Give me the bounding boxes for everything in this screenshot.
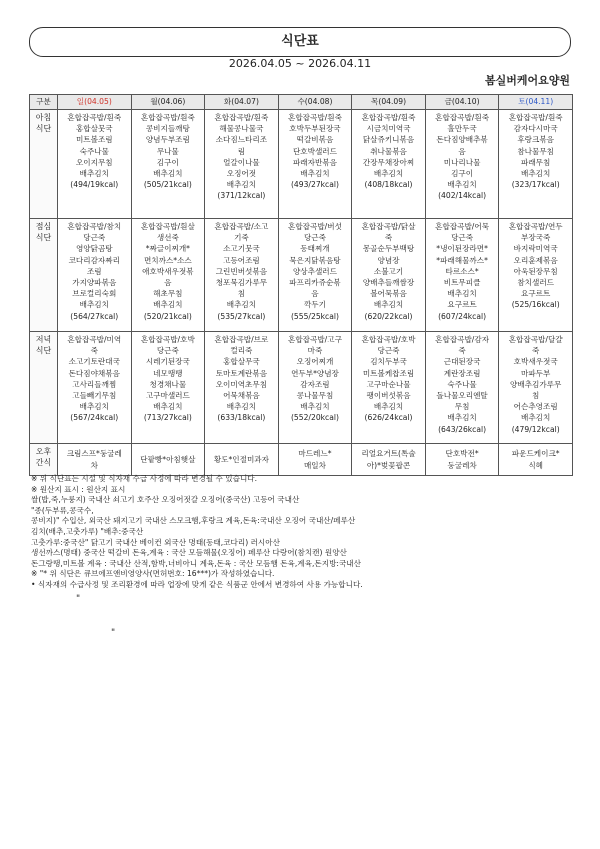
menu-item: 고등어조림 bbox=[223, 255, 260, 265]
menu-item: 깍두기 bbox=[303, 300, 326, 310]
menu-item: 배추김치 bbox=[373, 169, 404, 179]
menu-item: 김구이 bbox=[156, 157, 179, 167]
menu-item: 혼합잡곡밥/흰죽 bbox=[214, 113, 269, 122]
menu-cell bbox=[131, 332, 205, 444]
menu-item: 배추김치 bbox=[300, 169, 330, 179]
menu-item: 오리훈제볶음 bbox=[513, 255, 558, 265]
menu-item: 팽이버섯볶음 bbox=[366, 391, 411, 401]
menu-item: 간장무채장아찌 bbox=[362, 157, 415, 167]
meal-row-label bbox=[30, 219, 58, 332]
menu-item: (626/24kcal) bbox=[364, 413, 413, 423]
menu-item: 콩나물무침 bbox=[296, 391, 334, 401]
day-header-sat: 토(04.11) bbox=[499, 95, 573, 110]
menu-item: 마죽 bbox=[307, 346, 323, 356]
menu-item: *냉이된장라면* bbox=[436, 244, 488, 254]
menu-item: 마파두부 bbox=[521, 368, 551, 378]
menu-cell bbox=[278, 444, 352, 476]
row-label-line: 식단 bbox=[35, 124, 52, 134]
menu-cell bbox=[131, 444, 205, 476]
menu-item: (408/18kcal) bbox=[364, 180, 413, 190]
menu-item: 배추김치 bbox=[521, 413, 551, 423]
menu-item: 혼합잡곡밥/흰죽 bbox=[435, 113, 490, 122]
menu-cell bbox=[499, 332, 573, 444]
menu-item: 파운드케이크* bbox=[511, 449, 560, 459]
menu-item: 근대된장국 bbox=[443, 357, 481, 367]
menu-item: 아욱된장무침 bbox=[513, 266, 558, 276]
menu-item: 단호박샐러드 bbox=[292, 146, 337, 156]
menu-item: 혼합잡곡밥/고구 bbox=[288, 335, 342, 344]
menu-item: 고구마순나물 bbox=[366, 379, 411, 389]
menu-item: 차 bbox=[90, 460, 98, 470]
menu-item: 돌나물오리엔탈 bbox=[436, 391, 488, 401]
menu-item: 혼합잡곡밥/호박 bbox=[361, 335, 416, 344]
note-line: ※ "* 위 식단은 큐브에프앤비영양사(면허번호: 16***)가 작성하였습니다. bbox=[31, 569, 275, 579]
meal-row-label bbox=[30, 110, 58, 219]
menu-item: 미트볼케찹조림 bbox=[362, 368, 415, 378]
menu-cell bbox=[131, 110, 205, 219]
stray-mark: " bbox=[76, 594, 81, 604]
menu-item: 청포묵김가루무 bbox=[215, 278, 268, 288]
menu-cell bbox=[278, 110, 352, 219]
menu-item: 고사리들깨찜 bbox=[72, 379, 117, 389]
meal-row-label bbox=[30, 444, 58, 476]
menu-item: 매일차 bbox=[303, 460, 326, 470]
menu-item: 애호박새우젓볶 bbox=[142, 266, 194, 276]
menu-item: 둥굴레차 bbox=[447, 460, 477, 470]
menu-item: 배추김치 bbox=[373, 402, 404, 412]
menu-item: 배추김치 bbox=[226, 402, 257, 412]
menu-item: (525/16kcal) bbox=[511, 300, 560, 310]
meal-table bbox=[29, 94, 573, 476]
menu-item: 마드레느* bbox=[298, 449, 332, 459]
menu-item: 혼합잡곡밥/닭살 bbox=[361, 222, 416, 231]
menu-item: 비트무피클 bbox=[443, 278, 481, 288]
menu-item: 계란장조림 bbox=[443, 368, 481, 378]
day-header-sun: 일(04.05) bbox=[58, 95, 132, 110]
menu-item: 죽 bbox=[90, 346, 98, 356]
menu-item: 배추김치 bbox=[226, 180, 257, 190]
date-range: 2026.04.05 ~ 2026.04.11 bbox=[228, 57, 372, 70]
note-line: 고춧가루:중국산" 닭고기 국내산 베이컨 외국산 명태(동태,코다리) 러시아산 bbox=[31, 537, 280, 547]
menu-cell bbox=[278, 332, 352, 444]
row-label-line: 식단 bbox=[35, 233, 52, 243]
menu-cell bbox=[58, 332, 132, 444]
table-row bbox=[30, 332, 573, 444]
menu-item: 음 bbox=[164, 278, 172, 288]
menu-item: 죽 bbox=[384, 233, 393, 243]
stray-mark: " bbox=[111, 628, 116, 638]
menu-item: (520/21kcal) bbox=[143, 311, 192, 321]
menu-item: *파래해물까스* bbox=[436, 255, 488, 265]
menu-item: 배추김치 bbox=[373, 300, 404, 310]
menu-item: 배추김치 bbox=[79, 402, 109, 412]
menu-item: 볼어묵볶음 bbox=[370, 289, 407, 299]
menu-item: (713/27kcal) bbox=[143, 413, 192, 423]
menu-item: 오이지무침 bbox=[75, 157, 113, 167]
menu-item: 리얼요거트(톡술 bbox=[361, 449, 416, 459]
menu-item: 무침 bbox=[454, 402, 470, 412]
corner-header: 구분 bbox=[30, 95, 58, 110]
day-header-wed: 수(04.08) bbox=[278, 95, 352, 110]
menu-item: 파프리카쥬순볶 bbox=[289, 278, 341, 288]
menu-item: 돈다짐야채볶음 bbox=[68, 368, 120, 378]
menu-cell bbox=[499, 219, 573, 332]
menu-item: 미트볼조림 bbox=[75, 135, 113, 145]
menu-item: 죽 bbox=[458, 346, 466, 356]
menu-item: 당근죽 bbox=[156, 346, 179, 356]
menu-cell bbox=[58, 110, 132, 219]
menu-item: (493/27kcal) bbox=[290, 180, 339, 190]
menu-item: 그린빈버섯볶음 bbox=[215, 266, 268, 276]
menu-item: 혼합잡곡밥/흰죽 bbox=[67, 113, 122, 122]
menu-item: (620/22kcal) bbox=[364, 311, 413, 321]
menu-item: 홀만두국 bbox=[447, 124, 477, 134]
menu-cell bbox=[131, 219, 205, 332]
menu-item: 김구이 bbox=[451, 169, 474, 179]
menu-item: 청경채나물 bbox=[149, 379, 187, 389]
menu-item: 당근죽 bbox=[377, 346, 400, 356]
menu-item: 혼합잡곡밥/흰죽 bbox=[288, 113, 342, 122]
menu-item: 브로컬리숙회 bbox=[72, 289, 117, 299]
menu-item: 떡갈비볶음 bbox=[296, 135, 334, 145]
menu-item: (371/12kcal) bbox=[217, 191, 266, 201]
menu-item: 혼합잡곡밥/소고 bbox=[214, 222, 269, 231]
row-label-line: 아침 bbox=[35, 113, 52, 122]
day-header-fri: 금(04.10) bbox=[425, 95, 499, 110]
menu-item: 시레기된장국 bbox=[145, 357, 190, 367]
menu-cell bbox=[205, 332, 279, 444]
menu-item: 해초무침 bbox=[153, 289, 183, 299]
menu-item: 숙주나물 bbox=[79, 146, 109, 156]
menu-item: 배추김치 bbox=[447, 289, 477, 299]
menu-item: 고들빼기무침 bbox=[72, 391, 117, 401]
menu-item: 양배추김가루무 bbox=[510, 379, 562, 389]
menu-item: 배추김치 bbox=[226, 300, 257, 310]
note-line: • 식자재의 수급사정 및 조리환경에 따라 업장에 맞게 같은 식품군 안에서 변경하여 사용 가능합니다. bbox=[31, 579, 363, 589]
menu-cell bbox=[425, 444, 499, 476]
menu-item: (552/20kcal) bbox=[290, 413, 339, 423]
menu-item: 연두부*양념장 bbox=[291, 368, 339, 378]
menu-item: 부장국죽 bbox=[521, 233, 551, 243]
menu-item: 콩비지들깨탕 bbox=[145, 124, 190, 134]
menu-item: 생선죽 bbox=[156, 233, 179, 243]
menu-item: 몽골순두부백탕 bbox=[362, 244, 415, 254]
menu-item: 호박두부된장국 bbox=[289, 124, 341, 134]
menu-item: 배추김치 bbox=[521, 169, 551, 179]
menu-item: (607/24kcal) bbox=[438, 311, 487, 321]
menu-item: (633/18kcal) bbox=[217, 413, 266, 423]
menu-item: 혼합잡곡밥/연두 bbox=[508, 222, 563, 231]
menu-item: 얼갈이나물 bbox=[223, 157, 260, 167]
menu-item: 네모땡땡 bbox=[153, 368, 183, 378]
table-row bbox=[30, 219, 573, 332]
notes-section bbox=[31, 474, 571, 591]
menu-item: 배추김치 bbox=[79, 300, 109, 310]
menu-cell bbox=[499, 110, 573, 219]
menu-item: 파래자반볶음 bbox=[292, 157, 337, 167]
menu-item: 단팥빵*아침햇살 bbox=[140, 454, 196, 464]
menu-item: 배추김치 bbox=[153, 300, 183, 310]
menu-item: 양배추들깨쌈장 bbox=[362, 278, 415, 288]
table-header-row bbox=[30, 95, 573, 110]
menu-item: 배추김치 bbox=[447, 413, 477, 423]
menu-item: 당근죽 bbox=[451, 233, 474, 243]
menu-cell bbox=[278, 219, 352, 332]
menu-item: 해물콩나물국 bbox=[219, 124, 264, 134]
menu-item: 오징어찌개 bbox=[296, 357, 334, 367]
menu-item: 돈다짐양배추볶 bbox=[436, 135, 488, 145]
menu-cell bbox=[425, 219, 499, 332]
menu-cell bbox=[58, 444, 132, 476]
menu-item: 참나물무침 bbox=[517, 146, 555, 156]
menu-item: 어슨추영조림 bbox=[513, 402, 558, 412]
menu-cell bbox=[58, 219, 132, 332]
table-row bbox=[30, 110, 573, 219]
day-header-tue: 화(04.07) bbox=[205, 95, 279, 110]
menu-item: 소불고기 bbox=[373, 266, 404, 276]
menu-item: 음 bbox=[311, 289, 319, 299]
menu-item: 소고기토란대국 bbox=[68, 357, 120, 367]
menu-item: 음 bbox=[458, 146, 466, 156]
menu-item: 혼합잡곡밥/버섯 bbox=[288, 222, 342, 231]
menu-item: 기죽 bbox=[234, 233, 249, 243]
menu-cell bbox=[352, 444, 426, 476]
note-line: 콩비지)" 수입산, 외국산 돼지고기 국내산 스모크햄,후랑크 계육,돈육:국내산 오징어 국내산/페루산 bbox=[31, 516, 356, 526]
menu-cell bbox=[499, 444, 573, 476]
menu-item: 무나물 bbox=[156, 146, 179, 156]
menu-item: 침 bbox=[532, 391, 540, 401]
menu-cell bbox=[205, 110, 279, 219]
menu-item: 어묵채볶음 bbox=[223, 391, 260, 401]
row-label-line: 점심 bbox=[35, 222, 52, 231]
menu-item: 크림스프*둥굴레 bbox=[66, 449, 122, 459]
menu-item: 토마토계란볶음 bbox=[215, 368, 268, 378]
row-label-line: 간식 bbox=[35, 458, 52, 468]
menu-item: 코다리감자짜리 bbox=[68, 255, 120, 265]
note-line: 돈그랑땡,미트볼 계육 : 국내산 산적,함박,너비아니 계육,돈육 : 국산 모듬햄 돈육,계육,돈지방:국내산 bbox=[31, 558, 361, 568]
menu-item: 닭살쥬키니볶음 bbox=[362, 135, 415, 145]
facility-name: 봄실버케어요양원 bbox=[484, 74, 570, 87]
menu-item: 아)*벚꽃팝콘 bbox=[366, 460, 411, 470]
menu-item: 단호박전* bbox=[445, 449, 479, 459]
menu-item: 참치샐러드 bbox=[517, 278, 555, 288]
note-line: 생선까스(명태) 중국산 떡갈비 돈육,계육 : 국산 모듬해물(오징어) 페루산 다랑어(참치캔) 원양산 bbox=[31, 548, 347, 558]
menu-item: 양념두부조림 bbox=[145, 135, 190, 145]
menu-item: 소고기뭇국 bbox=[223, 244, 260, 254]
menu-item: 요구르트 bbox=[447, 300, 477, 310]
menu-item: 당근죽 bbox=[303, 233, 326, 243]
menu-item: 오징어젓 bbox=[226, 169, 257, 179]
menu-item: 영양닭곰탕 bbox=[75, 244, 113, 254]
menu-item: 혼합잡곡밥/달걀 bbox=[508, 335, 563, 344]
menu-item: (567/24kcal) bbox=[70, 413, 119, 423]
row-label-line: 식단 bbox=[35, 346, 52, 356]
menu-item: 혼합잡곡밥/브로 bbox=[214, 335, 269, 344]
menu-item: 혼합잡곡밥/호박 bbox=[140, 335, 195, 344]
menu-cell bbox=[352, 219, 426, 332]
menu-item: 혼합잡곡밥/감자 bbox=[435, 335, 490, 344]
menu-item: 호박새우젓국 bbox=[513, 357, 558, 367]
menu-item: (402/14kcal) bbox=[438, 191, 487, 201]
menu-item: 조림 bbox=[86, 266, 102, 276]
menu-item: 황도*인절미과자 bbox=[213, 454, 269, 464]
menu-item: 동태찌개 bbox=[300, 244, 330, 254]
menu-item: 림 bbox=[237, 146, 246, 156]
menu-item: 양상추샐러드 bbox=[292, 266, 337, 276]
note-line: ※ 원산지 표시 : 원산지 표시 bbox=[31, 484, 126, 494]
menu-item: *짜글이찌개* bbox=[145, 244, 190, 254]
menu-item: 소다짐느타리조 bbox=[215, 135, 268, 145]
menu-item: 가지양파볶음 bbox=[72, 278, 117, 288]
menu-item: 시금치미역국 bbox=[366, 124, 411, 134]
menu-item: 혼합잡곡밥/흰죽 bbox=[140, 113, 195, 122]
menu-item: 죽 bbox=[532, 346, 540, 356]
table-row bbox=[30, 444, 573, 476]
menu-item: 요구르트 bbox=[521, 289, 551, 299]
menu-item: 혼합잡곡밥/미역 bbox=[67, 335, 122, 344]
menu-item: 홍합살무국 bbox=[223, 357, 260, 367]
meal-row-label bbox=[30, 332, 58, 444]
menu-item: 혼합잡곡밥/참치 bbox=[67, 222, 122, 231]
menu-item: 컬리죽 bbox=[230, 346, 253, 356]
menu-item: 감자조림 bbox=[300, 379, 330, 389]
menu-item: 배추김치 bbox=[153, 402, 183, 412]
menu-item: 홍합살뭇국 bbox=[75, 124, 113, 134]
menu-item: 감자다시마국 bbox=[513, 124, 558, 134]
menu-item: (505/21kcal) bbox=[143, 180, 192, 190]
menu-cell bbox=[352, 332, 426, 444]
menu-cell bbox=[205, 219, 279, 332]
menu-item: 배추김치 bbox=[447, 180, 477, 190]
menu-cell bbox=[205, 444, 279, 476]
menu-item: 배추김치 bbox=[300, 402, 330, 412]
day-header-thu: 목(04.09) bbox=[352, 95, 426, 110]
row-label-line: 오후 bbox=[35, 447, 52, 456]
note-line: 쌀(밥,죽,누룽지) 국내산 쇠고기 호주산 오징어젓갈 오징어(중국산) 고등어 국내산 bbox=[31, 495, 300, 505]
menu-item: (564/27kcal) bbox=[70, 311, 119, 321]
menu-item: 침 bbox=[237, 289, 246, 299]
menu-item: 미나리나물 bbox=[443, 157, 481, 167]
menu-item: 후랑크볶음 bbox=[517, 135, 555, 145]
page-title: 식단표 bbox=[29, 27, 571, 57]
menu-item: 숙주나물 bbox=[447, 379, 477, 389]
menu-item: 당근죽 bbox=[83, 233, 106, 243]
menu-item: 혼합잡곡밥/흰죽 bbox=[508, 113, 563, 122]
row-label-line: 저녁 bbox=[35, 335, 52, 344]
menu-item: (643/26kcal) bbox=[438, 424, 487, 434]
menu-item: 타르소스* bbox=[445, 266, 479, 276]
menu-item: (555/25kcal) bbox=[290, 311, 339, 321]
menu-item: 혼합잡곡밥/어묵 bbox=[435, 222, 490, 231]
menu-cell bbox=[425, 110, 499, 219]
menu-item: 면치까스*소스 bbox=[143, 255, 192, 265]
menu-item: (535/27kcal) bbox=[217, 311, 266, 321]
menu-item: (323/17kcal) bbox=[511, 180, 560, 190]
menu-item: 묵은지닭볶음탕 bbox=[289, 255, 341, 265]
note-line: ※ 위 식단표는 시설 및 식자재 수급 사정에 따라 변경될 수 있습니다. bbox=[31, 474, 258, 483]
menu-item: 배추김치 bbox=[153, 169, 183, 179]
menu-item: 파래무침 bbox=[521, 157, 551, 167]
menu-item: 양념장 bbox=[377, 255, 400, 265]
menu-item: 고구마샐러드 bbox=[145, 391, 190, 401]
note-line: "종(두부류,콩국수, bbox=[31, 505, 94, 515]
menu-item: 식혜 bbox=[528, 460, 544, 470]
menu-item: (479/12kcal) bbox=[511, 424, 560, 434]
menu-cell bbox=[425, 332, 499, 444]
menu-item: 김치두부국 bbox=[370, 357, 407, 367]
menu-item: 배추김치 bbox=[79, 169, 109, 179]
menu-item: 혼합잡곡밥/흰살 bbox=[140, 222, 195, 231]
menu-item: 취나물볶음 bbox=[370, 146, 407, 156]
menu-item: 오이미역초무침 bbox=[215, 379, 268, 389]
menu-item: 바지락미역국 bbox=[513, 244, 558, 254]
menu-item: 혼합잡곡밥/흰죽 bbox=[361, 113, 416, 122]
menu-item: (494/19kcal) bbox=[70, 180, 119, 190]
day-header-mon: 월(04.06) bbox=[131, 95, 205, 110]
note-line: 김치(배추,고춧가루) "배추:중국산 bbox=[31, 526, 144, 536]
menu-cell bbox=[352, 110, 426, 219]
